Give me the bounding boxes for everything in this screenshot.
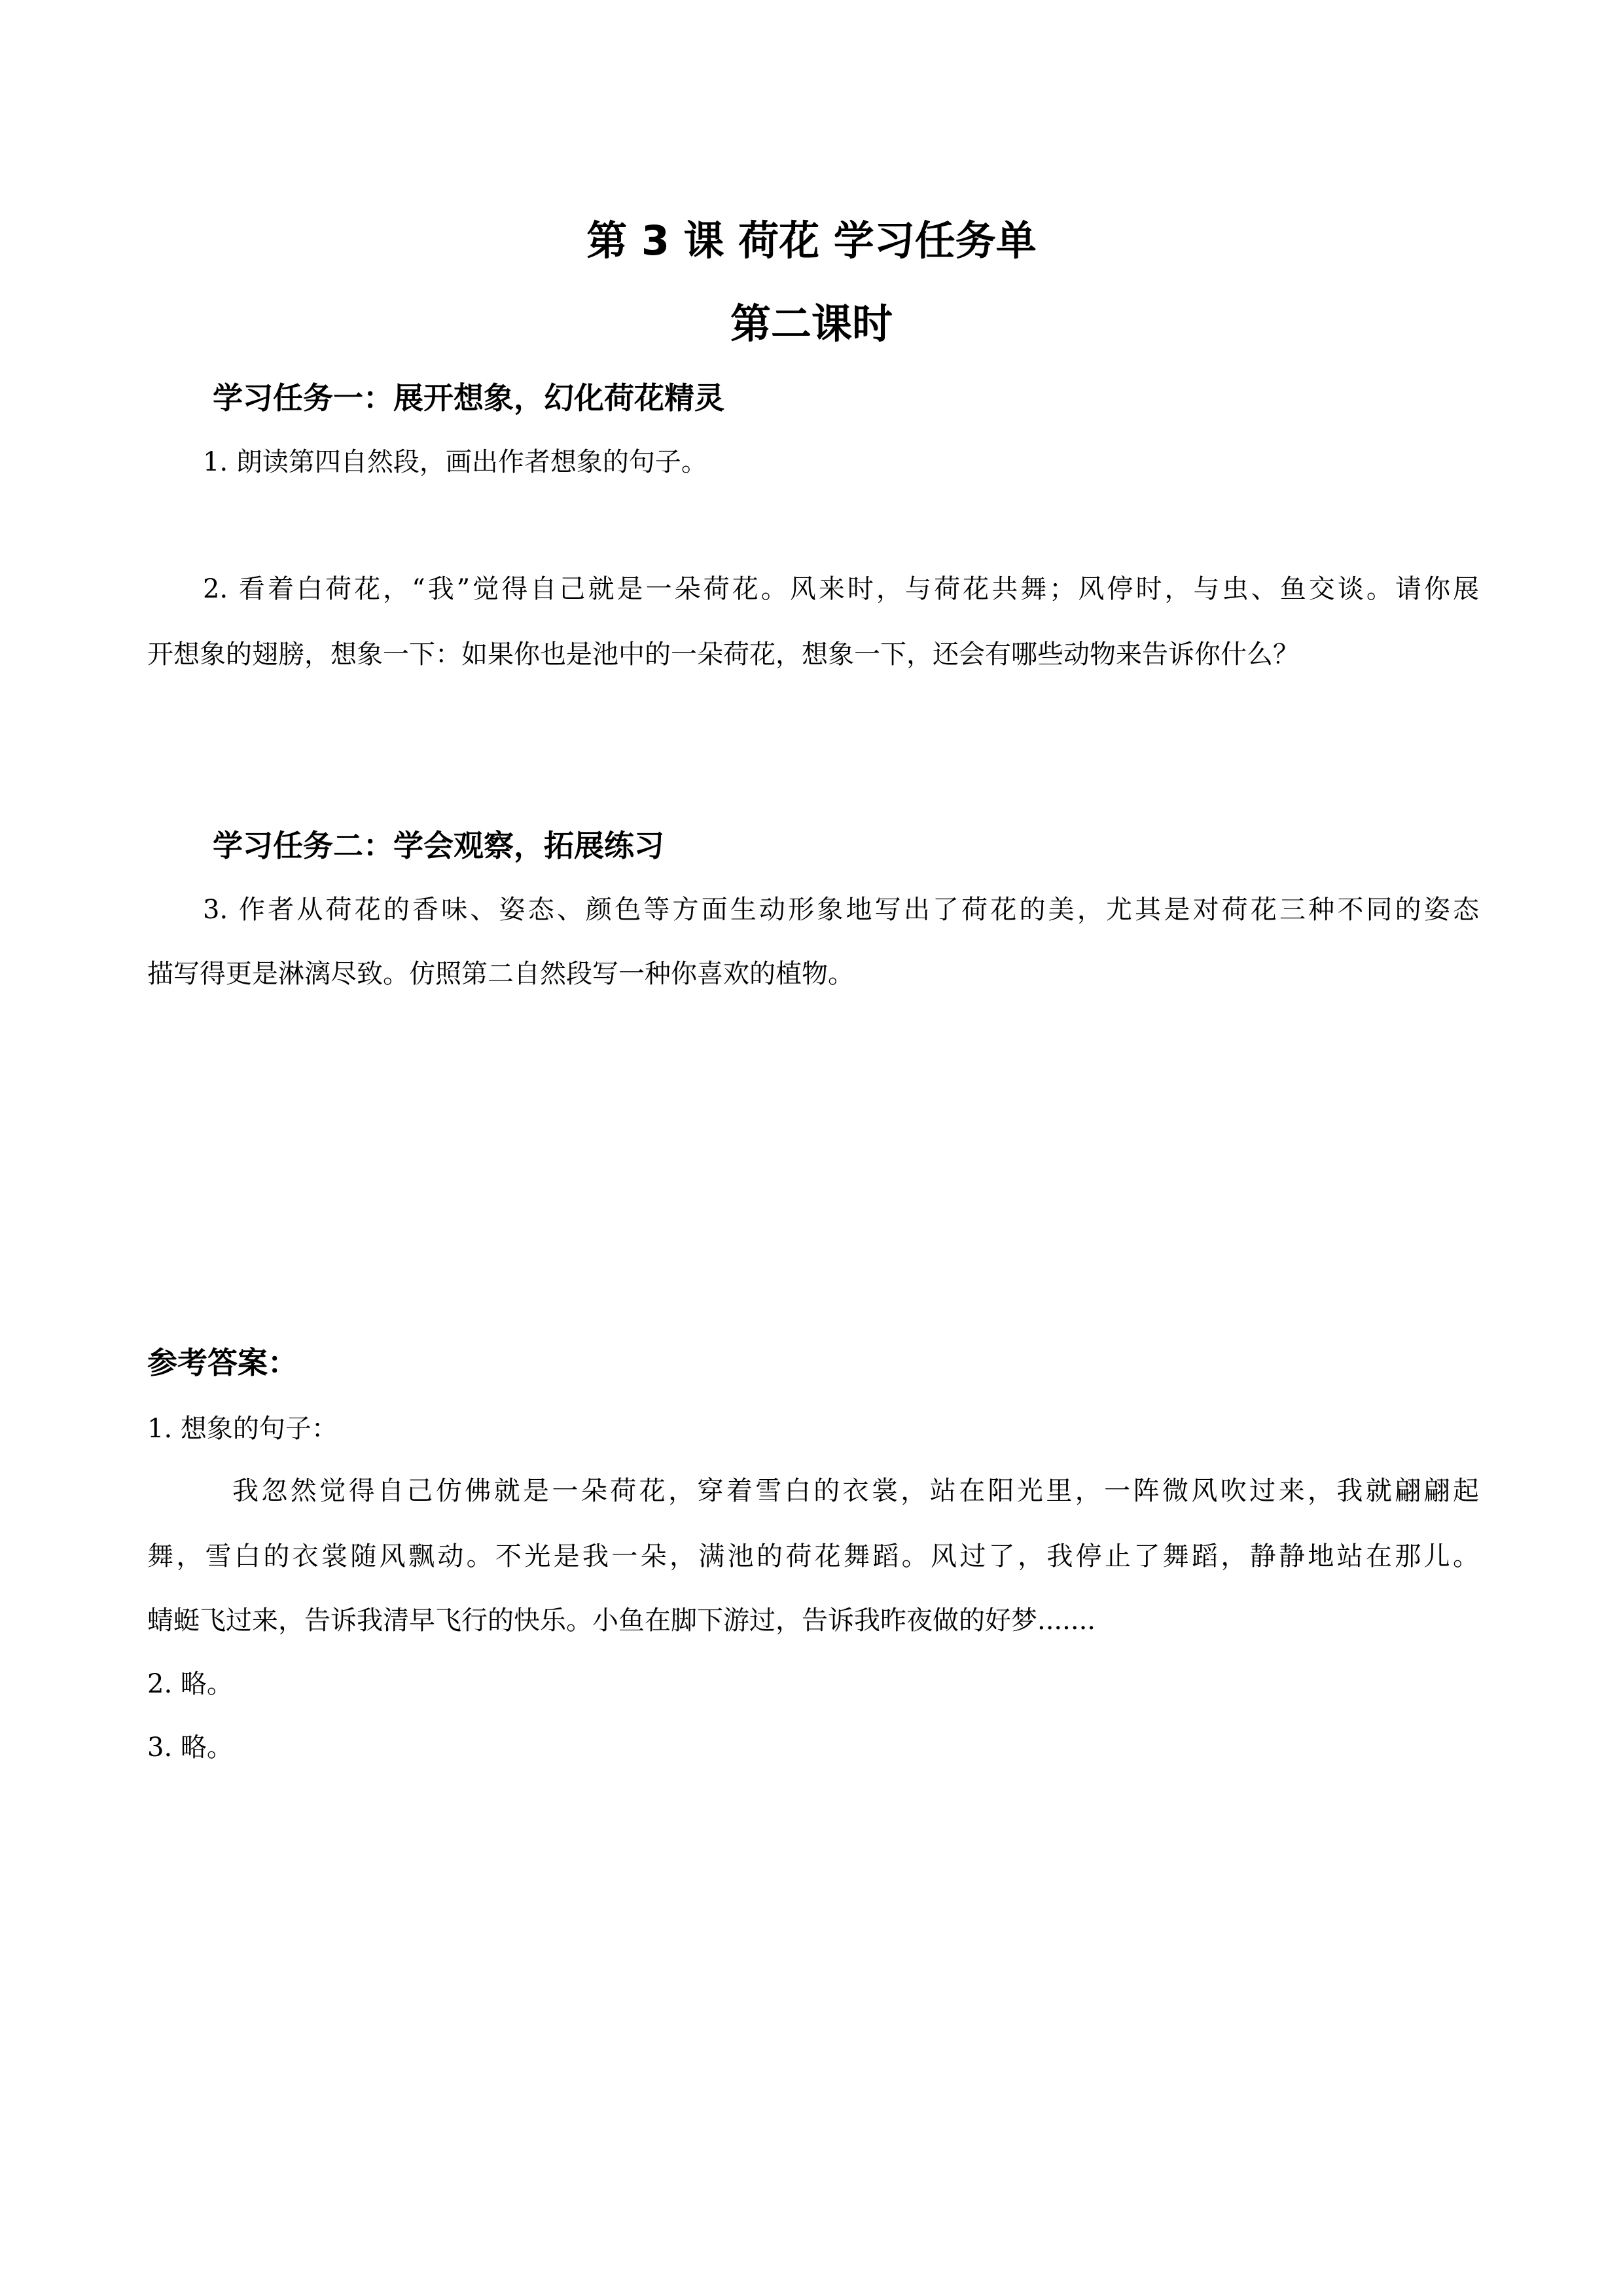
page-subtitle: 第二课时 xyxy=(730,300,893,348)
task1-question-1: 1. 朗读第四自然段，画出作者想象的句子。 xyxy=(203,447,707,477)
answer-1-label: 1. 想象的句子： xyxy=(147,1414,338,1444)
task1-question-2-line1: 2. 看着白荷花，“我”觉得自己就是一朵荷花。风来时，与荷花共舞；风停时，与虫、鱼交谈。请你展 xyxy=(203,574,1479,604)
answers-heading: 参考答案： xyxy=(147,1345,298,1380)
answer-1-line3: 蜻蜓飞过来，告诉我清早飞行的快乐。小鱼在脚下游过，告诉我昨夜做的好梦....... xyxy=(147,1605,1096,1636)
page-title: 第 3 课 荷花 学习任务单 xyxy=(586,217,1037,264)
task2-question-3-line1: 3. 作者从荷花的香味、姿态、颜色等方面生动形象地写出了荷花的美，尤其是对荷花三种不同的姿态 xyxy=(203,895,1479,925)
answer-1-line1: 我忽然觉得自己仿佛就是一朵荷花，穿着雪白的衣裳，站在阳光里，一阵微风吹过来，我就翩翩起 xyxy=(232,1476,1479,1506)
task1-question-2-line2: 开想象的翅膀，想象一下：如果你也是池中的一朵荷花，想象一下，还会有哪些动物来告诉你什么？ xyxy=(147,639,1299,670)
answer-1-line2: 舞，雪白的衣裳随风飘动。不光是我一朵，满池的荷花舞蹈。风过了，我停止了舞蹈，静静地站在那儿。 xyxy=(147,1541,1479,1571)
task1-heading: 学习任务一：展开想象，幻化荷花精灵 xyxy=(213,380,724,416)
task2-question-3-line2: 描写得更是淋漓尽致。仿照第二自然段写一种你喜欢的植物。 xyxy=(147,959,854,989)
task2-heading: 学习任务二：学会观察，拓展练习 xyxy=(213,828,664,863)
answer-2: 2. 略。 xyxy=(147,1669,233,1699)
answer-3: 3. 略。 xyxy=(147,1732,233,1763)
